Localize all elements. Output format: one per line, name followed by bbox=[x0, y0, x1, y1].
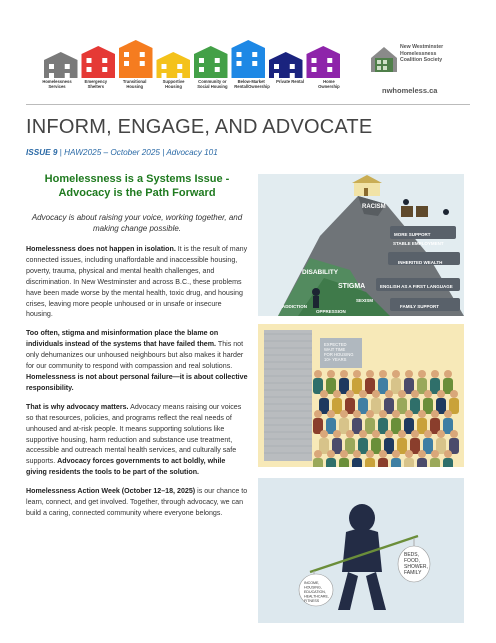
person-head bbox=[444, 370, 452, 378]
house-window bbox=[199, 58, 204, 63]
mountain-word: FAMILY SUPPORT bbox=[400, 304, 440, 309]
mountain-word: OPPRESSION bbox=[316, 309, 346, 314]
newsletter-header bbox=[0, 0, 496, 104]
mountain-word: SEXISM bbox=[356, 298, 374, 303]
wait-time-sign-text: EXPECTED WAIT TIME FOR HOUSING 10+ YEARS bbox=[324, 342, 354, 362]
org-name-line: Homelessness bbox=[400, 50, 437, 57]
category-label: Supportive Housing bbox=[162, 79, 185, 89]
privilege-mountain-illustration bbox=[258, 174, 464, 316]
person-head bbox=[392, 450, 400, 458]
category-label: Community or Social Housing bbox=[197, 79, 228, 89]
mountain-word: ENGLISH AS A FIRST LANGUAGE bbox=[380, 284, 453, 289]
person-body bbox=[378, 458, 388, 467]
person-head bbox=[392, 370, 400, 378]
person-head bbox=[444, 450, 452, 458]
mountain-word: STABLE EMPLOYMENT bbox=[393, 241, 444, 246]
person-body bbox=[313, 458, 323, 467]
house-window bbox=[162, 73, 167, 78]
paragraph-text: is our chance to learn, connect, and get involved. Together, through advocacy, we can build a caring, connected community where everyone belongs. bbox=[26, 487, 248, 517]
paragraph-text: This not only dehumanizes our unhoused neighbours but also makes it harder for our community to respond with compassion and real solutions. bbox=[26, 340, 244, 371]
house-window bbox=[65, 73, 70, 78]
issue-number: ISSUE 9 bbox=[26, 148, 58, 157]
house-window bbox=[87, 58, 92, 63]
person-head bbox=[418, 410, 426, 418]
person-head bbox=[450, 390, 458, 398]
person-head bbox=[398, 390, 406, 398]
person-head bbox=[392, 410, 400, 418]
person-head bbox=[405, 370, 413, 378]
coalition-logo-icon bbox=[368, 44, 400, 74]
house-window bbox=[237, 52, 242, 57]
house-window bbox=[252, 61, 257, 66]
issue-info bbox=[26, 148, 218, 157]
person-head bbox=[353, 410, 361, 418]
page-title: INFORM, ENGAGE, AND ADVOCATE bbox=[26, 116, 373, 138]
category-label: Homelessness Services bbox=[42, 79, 72, 89]
housing-wait-crowd-illustration bbox=[258, 324, 464, 467]
person-head bbox=[372, 390, 380, 398]
person-head bbox=[372, 430, 380, 438]
person-head bbox=[379, 450, 387, 458]
mountain-word: MORE SUPPORT bbox=[394, 232, 431, 237]
housing-continuum-labels bbox=[40, 79, 346, 89]
paragraph bbox=[26, 328, 248, 393]
person-head bbox=[450, 430, 458, 438]
mountain-word: STIGMA bbox=[338, 283, 366, 290]
person-head bbox=[340, 450, 348, 458]
person-head bbox=[333, 430, 341, 438]
person-head bbox=[411, 390, 419, 398]
person-head bbox=[353, 370, 361, 378]
house-window bbox=[274, 73, 279, 78]
house-icon bbox=[232, 40, 266, 78]
house-window bbox=[65, 64, 70, 69]
person-head bbox=[379, 410, 387, 418]
paragraph-emphasis: Homelessness is not about personal failure—it is about collective responsibility. bbox=[26, 372, 248, 392]
person-head bbox=[327, 410, 335, 418]
person-head bbox=[320, 430, 328, 438]
house-window bbox=[252, 52, 257, 57]
person-body bbox=[443, 458, 453, 467]
person-body bbox=[391, 458, 401, 467]
category-label: Home Ownership bbox=[318, 79, 340, 89]
person-head bbox=[385, 390, 393, 398]
article-heading bbox=[26, 172, 248, 200]
house-window bbox=[140, 61, 145, 66]
article-subtitle: Advocacy is about raising your voice, working together, and making change possible. bbox=[31, 213, 243, 233]
org-website-link[interactable]: nwhomeless.ca bbox=[382, 86, 438, 95]
person-head bbox=[327, 370, 335, 378]
person-head bbox=[314, 410, 322, 418]
paragraph-text: Advocacy means raising our voices so that resources, policies, and programs reflect the real needs of unhoused and at-risk people. It means supporting solutions like supportive housing, harm reduction and substance use treatment, accessible and outreach mental health services, and culturally safe supports. bbox=[26, 402, 242, 466]
article-heading-line: Homelessness is a Systems Issue - bbox=[44, 173, 230, 185]
person-head bbox=[346, 430, 354, 438]
house-icon bbox=[119, 40, 153, 78]
person-body bbox=[430, 458, 440, 467]
category-label: Below-Market Rental/Ownership bbox=[234, 79, 270, 89]
category-label: Transitional Housing bbox=[122, 79, 147, 89]
house-window bbox=[177, 64, 182, 69]
house-window bbox=[237, 61, 242, 66]
house-window bbox=[49, 64, 54, 69]
person-head bbox=[405, 450, 413, 458]
person-head bbox=[411, 430, 419, 438]
mountain-word: ADDICTION bbox=[282, 304, 307, 309]
person-head bbox=[359, 430, 367, 438]
person-head bbox=[366, 370, 374, 378]
house-window bbox=[102, 58, 107, 63]
paragraph-lead: That is why advocacy matters. bbox=[26, 402, 129, 411]
paragraph-lead: Homelessness Action Week (October 12–18, 2025) bbox=[26, 487, 196, 496]
person-head bbox=[314, 450, 322, 458]
balance-scale-person-illustration bbox=[258, 478, 464, 623]
person-body bbox=[339, 458, 349, 467]
paragraph-lead: Too often, stigma and misinformation place the blame on individuals instead of the systems that have failed them. bbox=[26, 329, 219, 349]
person-head bbox=[398, 430, 406, 438]
house-window bbox=[102, 67, 107, 72]
mountain-word: DISABILITY bbox=[302, 269, 339, 276]
person-head bbox=[385, 430, 393, 438]
house-window bbox=[290, 64, 295, 69]
person-head bbox=[359, 390, 367, 398]
house-window bbox=[215, 58, 220, 63]
paragraph-emphasis: Advocacy forces governments to act boldly, while giving residents the tools to be part of the solution. bbox=[26, 457, 226, 477]
article-column bbox=[26, 170, 248, 527]
paragraph bbox=[26, 486, 248, 519]
person-body bbox=[365, 458, 375, 467]
person-head bbox=[340, 410, 348, 418]
person-body bbox=[326, 458, 336, 467]
person-head bbox=[366, 410, 374, 418]
house-window bbox=[177, 73, 182, 78]
person-head bbox=[418, 450, 426, 458]
header-divider bbox=[26, 104, 470, 105]
paragraph bbox=[26, 244, 248, 320]
org-name-line: Coalition Society bbox=[400, 57, 443, 63]
mountain-word: INHERITED WEALTH bbox=[398, 260, 443, 265]
house-window bbox=[199, 67, 204, 72]
house-window bbox=[140, 52, 145, 57]
house-window bbox=[124, 61, 129, 66]
issue-details: | HAW2025 – October 2025 | Advocacy 101 bbox=[57, 148, 218, 157]
house-window bbox=[327, 58, 332, 63]
person-head bbox=[366, 450, 374, 458]
house-window bbox=[290, 73, 295, 78]
person-body bbox=[417, 458, 427, 467]
person-head bbox=[333, 390, 341, 398]
category-label: Emergency Shelters bbox=[84, 79, 108, 89]
paragraph-text: It is the result of many connected issues, including unaffordable and inaccessible housing, poverty, trauma, physical and mental health challenges, and discrimination. In New Westminster and across B.C., these problems have been made worse by the mental health, toxic drug, and housing crises, leaving more people unhoused or in unsafe or insecure housing. bbox=[26, 245, 248, 319]
paragraph bbox=[26, 402, 248, 478]
right-bag-text: BEDS, FOOD, SHOWER, FAMILY bbox=[404, 552, 428, 576]
person-head bbox=[431, 370, 439, 378]
article-heading-line: Advocacy is the Path Forward bbox=[58, 187, 216, 199]
person-head bbox=[431, 410, 439, 418]
person-head bbox=[346, 390, 354, 398]
house-window bbox=[327, 67, 332, 72]
person-head bbox=[431, 450, 439, 458]
person-head bbox=[418, 370, 426, 378]
person-body bbox=[352, 458, 362, 467]
house-window bbox=[162, 64, 167, 69]
person-head bbox=[327, 450, 335, 458]
mountain-word: RACISM bbox=[362, 204, 386, 210]
house-window bbox=[49, 73, 54, 78]
house-window bbox=[124, 52, 129, 57]
left-bag-text: INCOME, HOUSING, EDUCATION, HEALTHCARE, FITNESS bbox=[304, 581, 329, 603]
house-window bbox=[312, 67, 317, 72]
person-head bbox=[340, 370, 348, 378]
paragraph-lead: Homelessness does not happen in isolation. bbox=[26, 245, 176, 253]
person-head bbox=[314, 370, 322, 378]
house-window bbox=[87, 67, 92, 72]
housing-continuum-graphic bbox=[42, 36, 342, 78]
person-head bbox=[444, 410, 452, 418]
person-head bbox=[320, 390, 328, 398]
category-label: Private Rental bbox=[276, 79, 305, 84]
house-window bbox=[215, 67, 220, 72]
person-head bbox=[353, 450, 361, 458]
person-head bbox=[424, 430, 432, 438]
person-head bbox=[405, 410, 413, 418]
person-head bbox=[437, 430, 445, 438]
house-window bbox=[312, 58, 317, 63]
org-name-line: New Westminster bbox=[400, 44, 444, 50]
house-window bbox=[274, 64, 279, 69]
person-body bbox=[404, 458, 414, 467]
person-head bbox=[424, 390, 432, 398]
org-name bbox=[400, 44, 470, 64]
person-head bbox=[437, 390, 445, 398]
person-head bbox=[379, 370, 387, 378]
